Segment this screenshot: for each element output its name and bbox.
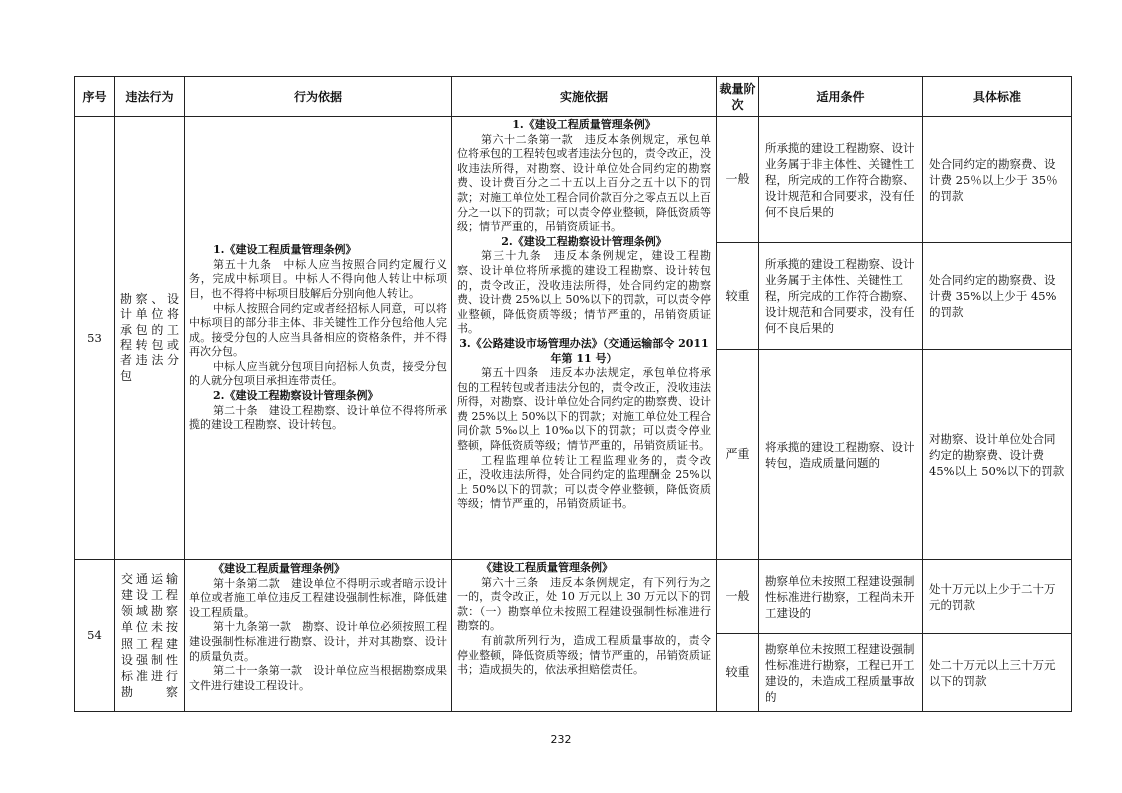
row-basis (185, 117, 452, 560)
header-row (75, 77, 1072, 117)
standard-cell: 处合同约定的勘察费、设计费 35%以上少于 45%的罚款 (923, 243, 1072, 350)
impl-heading: 1.《建设工程质量管理条例》 (512, 118, 656, 131)
basis-paragraph: 中标人应当就分包项目向招标人负责，接受分包的人就分包项目承担连带责任。 (189, 359, 447, 388)
basis-paragraph: 第五十九条 中标人应当按照合同约定履行义务，完成中标项目。中标人不得向他人转让中标项目，也不得将中标项目肢解后分别向他人转让。 (189, 257, 447, 300)
standard-cell: 处十万元以上少于二十万元的罚款 (923, 560, 1072, 634)
basis-paragraph: 第十条第二款 建设单位不得明示或者暗示设计单位或者施工单位违反工程建设强制性标准，降低建设工程质量。 (189, 576, 447, 619)
level-cell: 严重 (717, 350, 759, 560)
impl-paragraph: 有前款所列行为，造成工程质量事故的，责令停业整顿，降低资质等级；情节严重的，吊销资质证书；造成损失的，依法承担赔偿责任。 (457, 633, 711, 677)
impl-paragraph: 第五十四条 违反本办法规定，承包单位将承包的工程转包或者违法分包的，责令改正，没收违法所得，对勘察、设计单位处合同约定的勘察费、设计费 25%以上 50%以下的罚款；对施工单位处工程合同价款 5‰以上 10‰以下的罚款；可以责令停业整顿，降低资质等级；情节严重的，吊销资质证书。 (457, 366, 711, 453)
impl-heading: 3.《公路建设市场管理办法》（交通运输部令 2011 年第 11 号） (459, 336, 709, 365)
row-implementation (452, 560, 717, 712)
condition-cell: 所承揽的建设工程勘察、设计业务属于非主体性、关键性工程，所完成的工作符合勘察、设计规范和合同要求，没有任何不良后果的 (759, 117, 923, 243)
row-basis (185, 560, 452, 712)
level-cell: 较重 (717, 243, 759, 350)
row-seq: 53 (75, 117, 115, 560)
level-cell: 一般 (717, 117, 759, 243)
condition-cell: 勘察单位未按照工程建设强制性标准进行勘察，工程已开工建设的，未造成工程质量事故的 (759, 634, 923, 712)
row-seq: 54 (75, 560, 115, 712)
header-level: 裁量阶次 (717, 77, 759, 117)
row-violation: 勘察、设计单位将承包的工程转包或者违法分包 (115, 117, 185, 560)
table-row (75, 117, 1072, 243)
page-number: 232 (550, 733, 572, 746)
row-violation: 交通运输建设工程领域勘察单位未按照工程建设强制性标准进行勘察 (115, 560, 185, 712)
level-cell: 一般 (717, 560, 759, 634)
condition-cell: 勘察单位未按照工程建设强制性标准进行勘察，工程尚未开工建设的 (759, 560, 923, 634)
basis-heading: 2.《建设工程勘察设计管理条例》 (213, 389, 379, 403)
impl-paragraph: 工程监理单位转让工程监理业务的，责令改正，没收违法所得，处合同约定的监理酬金 25%以上 50%以下的罚款；可以责令停业整顿，降低资质等级；情节严重的，吊销资质证书。 (457, 453, 711, 511)
basis-paragraph: 第十九条第一款 勘察、设计单位必须按照工程建设强制性标准进行勘察、设计，并对其勘察、设计的质量负责。 (189, 620, 447, 663)
header-implementation: 实施依据 (452, 77, 717, 117)
header-basis: 行为依据 (185, 77, 452, 117)
header-seq: 序号 (75, 77, 115, 117)
impl-paragraph: 第六十三条 违反本条例规定，有下列行为之一的，责令改正，处 10 万元以上 30 万元以下的罚款：（一）勘察单位未按照工程建设强制性标准进行勘察的。 (457, 575, 711, 633)
impl-paragraph: 第六十二条第一款 违反本条例规定，承包单位将承包的工程转包或者违法分包的，责令改正，没收违法所得，对勘察、设计单位处合同约定的勘察费、设计费百分之二十五以上百分之五十以下的罚款；对施工单位处工程合同价款百分之零点五以上百分之一以下的罚款；可以责令停业整顿，降低资质等级；情节严重的，吊销资质证书。 (457, 132, 711, 234)
standard-cell: 处合同约定的勘察费、设计费 25％以上少于 35％的罚款 (923, 117, 1072, 243)
basis-paragraph: 中标人按照合同约定或者经招标人同意，可以将中标项目的部分非主体、非关键性工作分包给他人完成。接受分包的人应当具备相应的资格条件，并不得再次分包。 (189, 301, 447, 359)
penalty-table (74, 76, 1072, 712)
condition-cell: 所承揽的建设工程勘察、设计业务属于主体性、关键性工程，所完成的工作符合勘察、设计规范和合同要求，没有任何不良后果的 (759, 243, 923, 350)
standard-cell: 对勘察、设计单位处合同约定的勘察费、设计费 45%以上 50%以下的罚款 (923, 350, 1072, 560)
impl-paragraph: 第三十九条 违反本条例规定，建设工程勘察、设计单位将所承揽的建设工程勘察、设计转包的，责令改正，没收违法所得，处合同约定的勘察费、设计费 25%以上 50%以下的罚款，可以责令停业整顿，降低资质等级；情节严重的，吊销资质证书。 (457, 249, 711, 336)
basis-paragraph: 第二十一条第一款 设计单位应当根据勘察成果文件进行建设工程设计。 (189, 664, 447, 692)
basis-heading: 1.《建设工程质量管理条例》 (213, 243, 357, 257)
level-cell: 较重 (717, 634, 759, 712)
header-condition: 适用条件 (759, 77, 923, 117)
basis-paragraph: 第二十条 建设工程勘察、设计单位不得将所承揽的建设工程勘察、设计转包。 (189, 403, 447, 432)
impl-heading: 2.《建设工程勘察设计管理条例》 (501, 234, 667, 248)
row-implementation (452, 117, 717, 560)
condition-cell: 将承揽的建设工程勘察、设计转包，造成质量问题的 (759, 350, 923, 560)
impl-heading: 《建设工程质量管理条例》 (481, 561, 613, 574)
standard-cell: 处二十万元以上三十万元以下的罚款 (923, 634, 1072, 712)
basis-heading: 《建设工程质量管理条例》 (213, 562, 345, 575)
header-violation: 违法行为 (115, 77, 185, 117)
header-standard: 具体标准 (923, 77, 1072, 117)
table-row (75, 560, 1072, 634)
